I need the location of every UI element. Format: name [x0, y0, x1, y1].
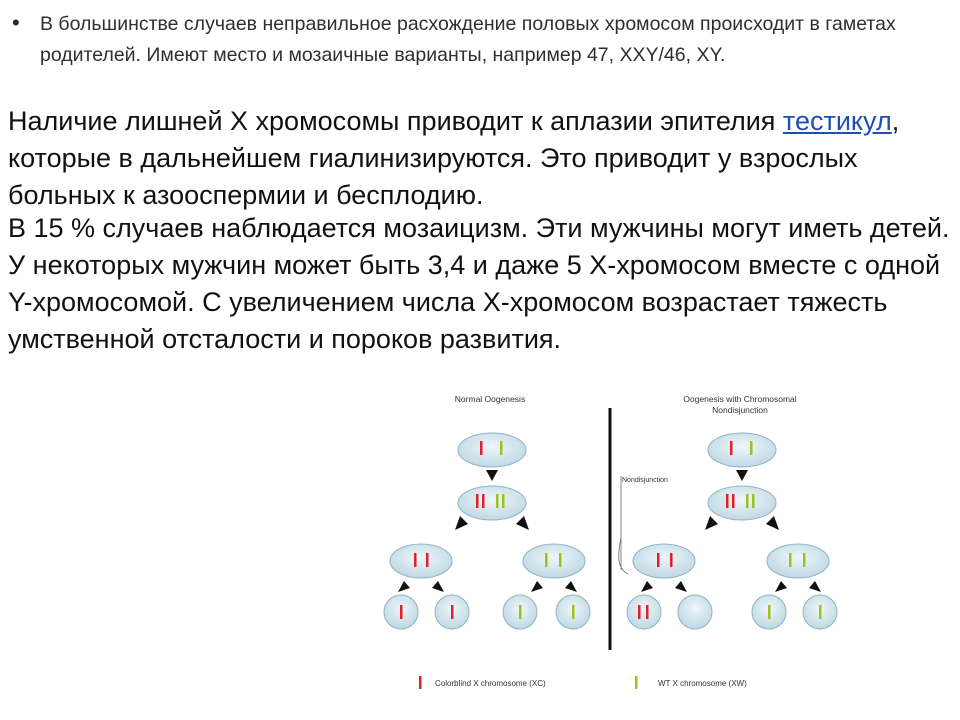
- xc-chromosome: [400, 605, 403, 619]
- xw-chromosome: [819, 605, 822, 619]
- arrow-right-down: [809, 581, 821, 592]
- xc-chromosome: [730, 441, 733, 455]
- xc-chromosome: [476, 494, 479, 508]
- nondisjunction-label: Nondisjunction: [622, 477, 668, 484]
- legend-xw-label: WT X chromosome (XW): [658, 679, 747, 688]
- cell-right-gamete-2: [678, 595, 712, 629]
- intro-bullet-text: В большинстве случаев неправильное расхождение половых хромосом происходит в гаметах родителей. Имеют место и мозаичные варианты, например 47, XXY/46, XY.: [40, 13, 896, 66]
- right-title-line1: Oogenesis with Chromosomal: [683, 394, 797, 404]
- paragraph-aplasia-end: , которые в дальнейшем гиалинизируются. Это приводит у взрослых больных к азооспермии и бесплодию.: [8, 106, 900, 210]
- xw-chromosome: [519, 605, 522, 619]
- xc-chromosome: [638, 605, 641, 619]
- cell-right-level3-b: [767, 544, 829, 578]
- xw-chromosome: [572, 605, 575, 619]
- xw-chromosome: [746, 494, 749, 508]
- xc-chromosome: [732, 494, 735, 508]
- arrow-right-down: [432, 581, 444, 592]
- right-title-line2: Nondisjunction: [712, 405, 768, 415]
- arrow-left-down: [775, 581, 787, 592]
- arrow-left-down: [641, 581, 653, 592]
- xc-chromosome: [414, 553, 417, 567]
- xc-chromosome: [726, 494, 729, 508]
- xw-chromosome: [559, 553, 562, 567]
- xw-chromosome: [496, 494, 499, 508]
- xc-chromosome: [480, 441, 483, 455]
- arrow-left-down: [531, 581, 543, 592]
- nondisjunction-bracket: [619, 476, 628, 574]
- xw-chromosome: [803, 553, 806, 567]
- cell-right-gamete-1: [627, 595, 661, 629]
- xw-chromosome: [768, 605, 771, 619]
- legend-xc-label: Colorblind X chromosome (XC): [435, 679, 546, 688]
- oogenesis-diagram: [380, 388, 860, 718]
- arrow-right-down: [675, 581, 687, 592]
- xw-chromosome: [502, 494, 505, 508]
- cell-right-level2: [708, 486, 776, 520]
- paragraph-aplasia: [8, 103, 953, 214]
- arrow-right-down: [516, 516, 529, 530]
- xc-chromosome: [657, 553, 660, 567]
- xc-chromosome: [426, 553, 429, 567]
- cell-left-level2: [458, 486, 526, 520]
- legend-xc-swatch: [419, 676, 422, 689]
- arrow-left-down: [705, 516, 718, 530]
- xw-chromosome: [545, 553, 548, 567]
- left-title: Normal Oogenesis: [454, 394, 526, 404]
- xw-chromosome: [752, 494, 755, 508]
- cell-right-level1: [708, 433, 776, 467]
- cell-left-level3-a: [390, 544, 452, 578]
- bullet-marker: •: [12, 10, 20, 35]
- arrow-down: [486, 470, 498, 481]
- cell-left-level1: [458, 433, 526, 467]
- cell-left-level3-b: [523, 544, 585, 578]
- arrow-left-down: [455, 516, 468, 530]
- xw-chromosome: [789, 553, 792, 567]
- legend-xw-swatch: [635, 676, 638, 689]
- xw-chromosome: [750, 441, 753, 455]
- paragraph-aplasia-start: Наличие лишней Х хромосомы приводит к аплазии эпителия: [8, 106, 783, 136]
- arrow-left-down: [398, 581, 410, 592]
- xc-chromosome: [482, 494, 485, 508]
- cell-right-level3-a: [633, 544, 695, 578]
- arrow-right-down: [565, 581, 577, 592]
- testicles-link[interactable]: тестикул: [782, 106, 892, 136]
- xc-chromosome: [451, 605, 454, 619]
- paragraph-mosaicism: В 15 % случаев наблюдается мозаицизм. Эти мужчины могут иметь детей. У некоторых мужчин может быть 3,4 и даже 5 Х-хромосом вместе с одной Y-хромосомой. С увеличением числа Х-хромосом возрастает тяжесть умственной отсталости и пороков развития.: [8, 213, 950, 354]
- arrow-down: [736, 470, 748, 481]
- xc-chromosome: [646, 605, 649, 619]
- arrow-right-down: [766, 516, 779, 530]
- xc-chromosome: [670, 553, 673, 567]
- xw-chromosome: [500, 441, 503, 455]
